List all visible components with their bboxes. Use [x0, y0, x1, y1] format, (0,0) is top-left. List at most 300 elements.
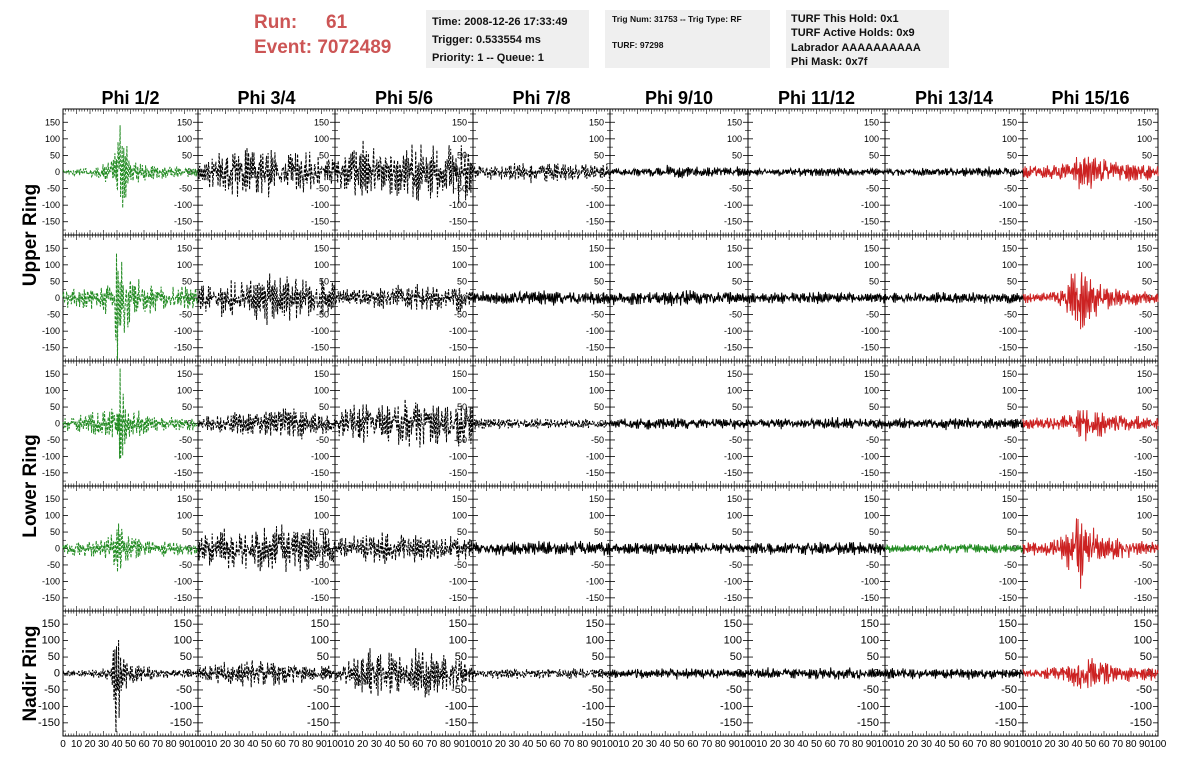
y-tick-label: -100 [173, 576, 192, 587]
y-tick-label: 100 [451, 510, 467, 521]
y-tick-label: 150 [1136, 494, 1152, 505]
y-tick-label: 50 [731, 150, 742, 161]
y-tick-label: -100 [310, 451, 329, 462]
ring-label: Upper Ring [20, 183, 41, 287]
y-tick-label: 50 [456, 150, 467, 161]
y-tick-label: 150 [173, 618, 192, 631]
y-tick-label: -100 [41, 326, 60, 337]
y-tick-label: 50 [318, 276, 329, 287]
y-tick-label: 0 [54, 418, 60, 429]
y-tick-label: 0 [598, 418, 604, 429]
y-tick-label: 50 [731, 527, 742, 538]
y-tick-label: -150 [1133, 592, 1152, 603]
y-tick-label: 0 [873, 293, 879, 303]
y-tick-label: 50 [47, 651, 60, 664]
y-tick-label: 50 [1141, 150, 1152, 161]
y-tick-label: -150 [998, 592, 1017, 603]
y-tick-label: 50 [318, 527, 329, 538]
y-tick-label: 50 [316, 651, 329, 664]
y-tick-label: 150 [1136, 369, 1152, 380]
y-tick-label: 50 [868, 276, 879, 287]
y-tick-label: -100 [723, 451, 742, 462]
y-tick-label: -100 [1133, 451, 1152, 462]
y-tick-label: -50 [313, 683, 329, 696]
waveform-trace [198, 148, 335, 197]
y-tick-label: 0 [323, 167, 329, 177]
y-tick-label: 0 [873, 167, 879, 177]
trigger-text: Trigger: 0.533554 ms [432, 34, 541, 46]
waveform-trace [610, 418, 748, 429]
y-tick-label: -100 [448, 576, 467, 587]
y-tick-label: -150 [1133, 467, 1152, 478]
y-tick-label: -50 [590, 559, 604, 570]
waveform-trace [610, 543, 748, 555]
y-tick-label: 50 [1141, 402, 1152, 413]
y-tick-label: 100 [588, 133, 604, 144]
y-tick-label: 50 [456, 402, 467, 413]
waveform-trace [1023, 272, 1158, 329]
y-tick-label: -150 [998, 467, 1017, 478]
y-tick-label: -150 [860, 216, 879, 227]
y-tick-label: -100 [1133, 576, 1152, 587]
y-tick-label: -100 [1133, 326, 1152, 337]
y-tick-label: 0 [1011, 167, 1017, 177]
y-tick-label: 150 [588, 369, 604, 380]
y-tick-label: 100 [1136, 259, 1152, 270]
y-tick-label: -50 [865, 183, 879, 194]
y-tick-label: 50 [1006, 527, 1017, 538]
y-tick-label: 0 [186, 543, 192, 554]
y-tick-label: -150 [310, 342, 329, 353]
y-tick-label: -100 [448, 326, 467, 337]
y-tick-label: -50 [1003, 559, 1017, 570]
y-tick-label: -100 [310, 326, 329, 337]
y-tick-label: -50 [1003, 434, 1017, 445]
y-tick-label: 0 [54, 293, 60, 303]
ring-label: Nadir Ring [20, 625, 41, 722]
y-tick-label: -150 [1133, 342, 1152, 353]
y-tick-label: 50 [49, 402, 60, 413]
waveform-trace [748, 417, 885, 429]
y-tick-label: -150 [1133, 216, 1152, 227]
y-tick-label: 150 [863, 494, 879, 505]
y-tick-label: 150 [313, 494, 329, 505]
y-tick-label: 50 [49, 276, 60, 287]
y-tick-label: 0 [186, 293, 192, 303]
y-tick-label: -50 [1003, 309, 1017, 320]
y-tick-label: 150 [451, 369, 467, 380]
labrador-text: Labrador AAAAAAAAAA [791, 41, 921, 54]
waveform-trace [473, 290, 610, 305]
y-tick-label: 50 [1141, 527, 1152, 538]
y-tick-label: -150 [585, 592, 604, 603]
y-tick-label: 100 [863, 259, 879, 270]
y-tick-label: -50 [46, 309, 60, 320]
y-tick-label: 150 [1001, 117, 1017, 128]
y-tick-label: 50 [181, 527, 192, 538]
y-tick-label: 100 [1001, 385, 1017, 396]
y-tick-label: -50 [453, 183, 467, 194]
turf-active-text: TURF Active Holds: 0x9 [791, 27, 915, 40]
y-tick-label: 100 [1136, 133, 1152, 144]
waveform-trace [335, 140, 473, 203]
y-tick-label: -100 [1133, 200, 1152, 211]
y-tick-label: 0 [53, 667, 60, 680]
waveform-trace [335, 284, 473, 312]
y-tick-label: -100 [41, 576, 60, 587]
y-tick-label: 0 [186, 418, 192, 429]
y-tick-label: -150 [173, 592, 192, 603]
y-tick-label: -100 [444, 700, 467, 713]
y-tick-label: -50 [590, 183, 604, 194]
y-tick-label: -150 [173, 467, 192, 478]
y-tick-label: 100 [310, 634, 329, 647]
y-tick-label: 50 [1006, 402, 1017, 413]
time-text: Time: 2008-12-26 17:33:49 [432, 16, 568, 28]
waveform-trace [1023, 410, 1158, 441]
y-tick-label: 0 [1011, 418, 1017, 429]
ring-label: Lower Ring [20, 434, 41, 538]
y-tick-label: 150 [726, 369, 742, 380]
y-tick-label: -150 [448, 467, 467, 478]
y-tick-label: 0 [736, 293, 742, 303]
y-tick-label: -150 [585, 467, 604, 478]
y-tick-label: 50 [731, 276, 742, 287]
waveform-trace [1023, 157, 1158, 190]
y-tick-label: 50 [593, 150, 604, 161]
y-tick-label: -100 [173, 200, 192, 211]
waveform-trace [198, 274, 335, 326]
column-title: Phi 11/12 [777, 88, 856, 108]
column-title: Phi 9/10 [644, 88, 714, 108]
y-tick-label: 150 [41, 618, 60, 631]
y-tick-label: 0 [598, 293, 604, 303]
y-tick-label: 100 [44, 385, 60, 396]
y-tick-label: 150 [44, 243, 60, 254]
y-tick-label: -50 [728, 183, 742, 194]
y-tick-label: -50 [453, 559, 467, 570]
y-tick-label: -50 [315, 183, 329, 194]
y-tick-label: 100 [313, 385, 329, 396]
y-tick-label: -50 [865, 559, 879, 570]
y-tick-label: 100 [451, 259, 467, 270]
y-tick-label: -50 [865, 309, 879, 320]
y-tick-label: -50 [315, 309, 329, 320]
y-tick-label: -150 [310, 592, 329, 603]
y-tick-label: -50 [590, 434, 604, 445]
waveform-trace [885, 544, 1023, 554]
y-tick-label: 50 [454, 651, 467, 664]
y-tick-label: -150 [860, 342, 879, 353]
y-tick-label: 150 [1136, 117, 1152, 128]
waveform-trace [885, 292, 1023, 304]
y-tick-label: 150 [313, 369, 329, 380]
y-tick-label: 100 [863, 510, 879, 521]
y-tick-label: 0 [1011, 293, 1017, 303]
column-title: Phi 15/16 [1051, 88, 1130, 108]
y-tick-label: 50 [318, 402, 329, 413]
waveform-trace [610, 290, 748, 306]
waveform-trace [748, 292, 885, 304]
y-tick-label: 50 [868, 402, 879, 413]
y-tick-label: -100 [860, 576, 879, 587]
y-tick-label: -100 [448, 200, 467, 211]
waveform-trace [885, 166, 1023, 177]
turf-hold-text: TURF This Hold: 0x1 [791, 13, 899, 25]
y-tick-label: 150 [588, 494, 604, 505]
y-tick-label: 150 [176, 117, 192, 128]
y-tick-label: 150 [176, 369, 192, 380]
waveform-trace [63, 524, 198, 572]
y-tick-label: -100 [585, 326, 604, 337]
y-tick-label: -150 [41, 592, 60, 603]
waveform-trace [335, 399, 473, 447]
y-tick-label: 150 [44, 369, 60, 380]
y-tick-label: -50 [453, 434, 467, 445]
y-tick-label: 100 [863, 385, 879, 396]
y-tick-label: 100 [588, 385, 604, 396]
y-tick-label: 100 [726, 385, 742, 396]
y-tick-label: -50 [451, 683, 467, 696]
y-tick-label: 150 [726, 243, 742, 254]
y-tick-label: 0 [186, 167, 192, 177]
y-tick-label: -50 [865, 434, 879, 445]
y-tick-label: -150 [444, 716, 467, 729]
y-tick-label: 100 [313, 510, 329, 521]
y-tick-label: 150 [448, 618, 467, 631]
y-tick-label: 0 [1146, 293, 1152, 303]
turf-num-text: TURF: 97298 [612, 40, 664, 50]
y-tick-label: 50 [181, 402, 192, 413]
y-tick-label: 150 [310, 618, 329, 631]
y-tick-label: -100 [585, 451, 604, 462]
y-tick-label: -150 [860, 592, 879, 603]
y-tick-label: -150 [723, 216, 742, 227]
event-label: Event: [254, 37, 313, 58]
run-value: 61 [326, 12, 348, 33]
y-tick-label: -50 [176, 683, 192, 696]
y-tick-label: -50 [178, 309, 192, 320]
run-label: Run: [254, 12, 298, 33]
y-tick-label: -50 [315, 434, 329, 445]
y-tick-label: -100 [173, 451, 192, 462]
y-tick-label: -100 [860, 200, 879, 211]
y-tick-label: -50 [178, 559, 192, 570]
y-tick-label: 0 [1146, 167, 1152, 177]
y-tick-label: -150 [41, 467, 60, 478]
y-tick-label: 0 [736, 418, 742, 429]
y-tick-label: -100 [41, 200, 60, 211]
y-tick-label: -100 [860, 326, 879, 337]
column-title: Phi 7/8 [512, 88, 571, 108]
y-tick-label: -100 [723, 326, 742, 337]
y-tick-label: 0 [185, 667, 192, 680]
waveform-trace [610, 165, 748, 178]
y-tick-label: -100 [723, 576, 742, 587]
waveform-trace [198, 409, 335, 440]
y-tick-label: -150 [860, 467, 879, 478]
waveform-trace [473, 163, 610, 183]
y-tick-label: -100 [173, 326, 192, 337]
y-tick-label: 150 [44, 117, 60, 128]
y-tick-label: 0 [323, 418, 329, 429]
y-tick-label: -50 [46, 559, 60, 570]
y-tick-label: 0 [461, 543, 467, 554]
y-tick-label: 100 [1001, 259, 1017, 270]
y-tick-label: 0 [323, 543, 329, 554]
y-tick-label: -50 [46, 183, 60, 194]
y-tick-label: -50 [1138, 559, 1152, 570]
y-tick-label: 0 [54, 543, 60, 554]
y-tick-label: 100 [1136, 385, 1152, 396]
y-tick-label: 0 [736, 167, 742, 177]
y-tick-label: 50 [318, 150, 329, 161]
y-tick-label: 150 [176, 243, 192, 254]
y-tick-label: -150 [585, 342, 604, 353]
column-title: Phi 3/4 [237, 88, 296, 108]
y-tick-label: 50 [456, 276, 467, 287]
y-tick-label: -100 [310, 576, 329, 587]
y-tick-label: -50 [453, 309, 467, 320]
y-tick-label: 50 [49, 527, 60, 538]
y-tick-label: -150 [723, 342, 742, 353]
y-tick-label: -150 [448, 342, 467, 353]
y-tick-label: 150 [863, 243, 879, 254]
y-tick-label: -150 [448, 592, 467, 603]
y-tick-label: 50 [868, 150, 879, 161]
y-tick-label: 0 [461, 418, 467, 429]
y-tick-label: -150 [37, 716, 60, 729]
y-tick-label: 100 [726, 133, 742, 144]
y-tick-label: 100 [1136, 510, 1152, 521]
y-tick-label: 50 [731, 402, 742, 413]
y-tick-label: 0 [873, 543, 879, 554]
y-tick-label: 100 [1001, 510, 1017, 521]
y-tick-label: 100 [863, 133, 879, 144]
y-tick-label: 50 [593, 276, 604, 287]
waveform-trace [748, 542, 885, 555]
y-tick-label: 150 [451, 243, 467, 254]
y-tick-label: 0 [460, 667, 467, 680]
y-tick-label: 150 [176, 494, 192, 505]
y-tick-label: 0 [598, 167, 604, 177]
y-tick-label: 50 [593, 527, 604, 538]
y-tick-label: 100 [44, 133, 60, 144]
y-tick-label: 100 [173, 634, 192, 647]
y-tick-label: 100 [44, 510, 60, 521]
y-tick-label: 100 [176, 133, 192, 144]
y-tick-label: -100 [37, 700, 60, 713]
y-tick-label: 50 [1006, 150, 1017, 161]
y-tick-label: -100 [310, 200, 329, 211]
waveform-trace [335, 532, 473, 564]
y-tick-label: 150 [44, 494, 60, 505]
y-tick-label: -50 [728, 559, 742, 570]
column-title: Phi 5/6 [374, 88, 434, 108]
y-tick-label: 50 [181, 150, 192, 161]
event-value: 7072489 [317, 37, 392, 58]
y-tick-label: 100 [176, 259, 192, 270]
y-tick-label: -50 [728, 434, 742, 445]
y-tick-label: 150 [726, 494, 742, 505]
y-tick-label: 100 [726, 259, 742, 270]
y-tick-label: 150 [588, 243, 604, 254]
waveform-trace [885, 418, 1023, 430]
y-tick-label: 0 [54, 167, 60, 177]
y-tick-label: -150 [169, 716, 192, 729]
waveform-trace [473, 419, 610, 430]
waveform-trace [198, 525, 335, 573]
y-tick-label: 150 [863, 369, 879, 380]
y-tick-label: -100 [585, 200, 604, 211]
y-tick-label: -100 [998, 326, 1017, 337]
y-tick-label: -150 [310, 467, 329, 478]
y-tick-label: 150 [451, 117, 467, 128]
y-tick-label: -50 [44, 683, 60, 696]
y-tick-label: -100 [998, 200, 1017, 211]
y-tick-label: 0 [323, 293, 329, 303]
y-tick-label: 100 [313, 259, 329, 270]
y-tick-label: -150 [41, 216, 60, 227]
y-tick-label: -50 [315, 559, 329, 570]
y-tick-label: -150 [723, 592, 742, 603]
waveform-trace [748, 168, 885, 177]
y-tick-label: 50 [1006, 276, 1017, 287]
y-tick-label: 100 [726, 510, 742, 521]
y-tick-label: 150 [1136, 243, 1152, 254]
y-tick-label: -50 [1138, 309, 1152, 320]
y-tick-label: 50 [49, 150, 60, 161]
y-tick-label: 150 [1001, 369, 1017, 380]
trig-num-text: Trig Num: 31753 -- Trig Type: RF [612, 14, 742, 24]
phi-mask-text: Phi Mask: 0x7f [791, 55, 868, 68]
y-tick-label: 100 [448, 634, 467, 647]
y-tick-label: 100 [41, 634, 60, 647]
y-tick-label: -150 [173, 342, 192, 353]
y-tick-label: -100 [723, 200, 742, 211]
y-tick-label: 0 [873, 418, 879, 429]
y-tick-label: -100 [998, 576, 1017, 587]
waveform-trace [473, 541, 610, 556]
y-tick-label: -50 [1138, 183, 1152, 194]
y-tick-label: -50 [590, 309, 604, 320]
y-tick-label: -150 [41, 342, 60, 353]
y-tick-label: 0 [461, 293, 467, 303]
y-tick-label: 150 [588, 117, 604, 128]
y-tick-label: -150 [998, 216, 1017, 227]
y-tick-label: -50 [178, 434, 192, 445]
column-title: Phi 13/14 [914, 88, 994, 108]
waveform-trace [63, 368, 198, 462]
y-tick-label: 100 [1001, 133, 1017, 144]
y-tick-label: -100 [860, 451, 879, 462]
y-tick-label: 0 [598, 543, 604, 554]
y-tick-label: 0 [322, 667, 329, 680]
column-title: Phi 1/2 [101, 88, 160, 108]
y-tick-label: 0 [736, 543, 742, 554]
y-tick-label: -150 [585, 216, 604, 227]
y-tick-label: 150 [1001, 243, 1017, 254]
y-tick-label: 0 [461, 167, 467, 177]
y-tick-label: -50 [1138, 434, 1152, 445]
y-tick-label: -150 [173, 216, 192, 227]
y-tick-label: 50 [593, 402, 604, 413]
y-tick-label: 50 [868, 527, 879, 538]
y-tick-label: 150 [313, 243, 329, 254]
y-tick-label: 100 [313, 133, 329, 144]
y-tick-label: 100 [451, 385, 467, 396]
y-tick-label: -100 [41, 451, 60, 462]
